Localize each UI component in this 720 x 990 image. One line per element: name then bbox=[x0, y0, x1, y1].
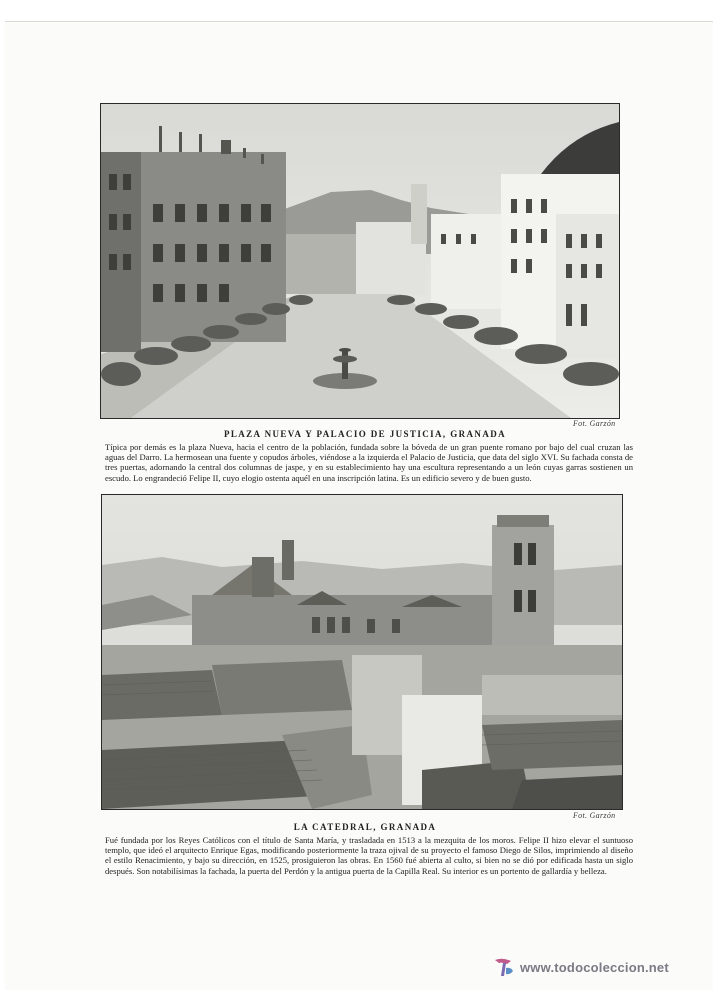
photo-credit: Fot. Garzón bbox=[573, 811, 616, 820]
caption-text: Típica por demás es la plaza Nueva, hacia el centro de la población, fundada sobre la bóveda de un gran puente romano por bajo del cual cruzan las aguas del Darro. La hermosean una fuente y copudos árboles, viéndose a la izquierda el Palacio de Justicia, que data del siglo XVI. Su fachada consta de tres puertas, adornando la central dos columnas de jaspe, y en su establecimiento hay una escultura representando a un león cuyas garras sostienen un escudo. Lo engrandeció Felipe II, cuyo elogio ostenta aquél en una inscripción latina. Es un edificio severo y de buen gusto. bbox=[105, 442, 633, 483]
photo-plaza-nueva bbox=[100, 103, 620, 419]
site-watermark bbox=[492, 955, 669, 979]
photo-catedral bbox=[101, 494, 623, 810]
caption-title: LA CATEDRAL, GRANADA bbox=[293, 822, 437, 832]
todocoleccion-logo-icon bbox=[492, 955, 516, 979]
watermark-text: www.todocoleccion.net bbox=[520, 959, 669, 975]
magazine-page bbox=[5, 21, 713, 990]
caption-title: PLAZA NUEVA Y PALACIO DE JUSTICIA, GRANADA bbox=[223, 429, 507, 439]
photo-credit: Fot. Garzón bbox=[573, 419, 616, 428]
caption-text: Fué fundada por los Reyes Católicos con el título de Santa María, y trasladada en 1513 a la mezquita de los moros. Felipe II hizo elevar el suntuoso templo, que ideó el arquitecto Enrique Egas, modificando posteriormente la traza ojival de su proyecto el famoso Diego de Silos, imprimiendo al diseño el estilo Renacimiento, y bajo su dirección, en 1525, prosiguieron las obras. En 1560 fué abierta al culto, si bien no se dió por edificada hasta un siglo después. Son notabilísimas la fachada, la puerta del Perdón y la antigua puerta de la Capilla Real. Su interior es un portento de gallardía y belleza. bbox=[105, 835, 633, 876]
